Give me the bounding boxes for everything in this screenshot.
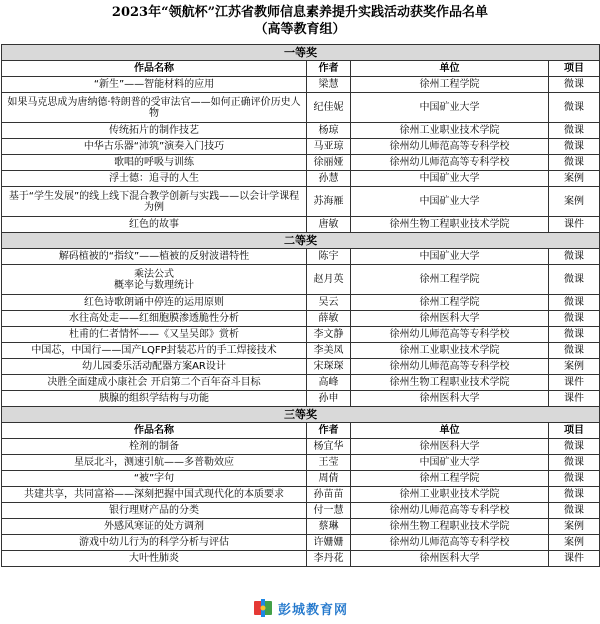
cell-title: 如果马克思成为唐纳德·特朗普的受审法官——如何正确评价历史人物 <box>2 93 307 123</box>
cell-unit: 徐州生物工程职业技术学院 <box>351 519 549 535</box>
cell-type: 微课 <box>549 139 600 155</box>
cell-type: 微课 <box>549 155 600 171</box>
cell-unit: 徐州工程学院 <box>351 295 549 311</box>
table-row <box>2 93 600 123</box>
cell-type: 课件 <box>549 375 600 391</box>
cell-author: 孙慧 <box>307 171 351 187</box>
cell-title: 游戏中幼儿行为的科学分析与评估 <box>2 535 307 551</box>
watermark-text: 彭城教育网 <box>278 602 349 618</box>
cell-type: 微课 <box>549 93 600 123</box>
cell-author: 付一慧 <box>307 503 351 519</box>
table-row <box>2 217 600 233</box>
cell-title: 中华古乐器“沛筑”演奏入门技巧 <box>2 139 307 155</box>
cell-type: 案例 <box>549 187 600 217</box>
header-type: 项目 <box>549 423 600 439</box>
cell-author: 徐丽娅 <box>307 155 351 171</box>
table-row <box>2 187 600 217</box>
cell-type: 案例 <box>549 535 600 551</box>
column-header-row <box>2 61 600 77</box>
table-row <box>2 471 600 487</box>
cell-type: 微课 <box>549 265 600 295</box>
cell-author: 周倩 <box>307 471 351 487</box>
cell-title: 幼儿园委乐活动配器方案AR设计 <box>2 359 307 375</box>
table-row <box>2 123 600 139</box>
cell-author: 王莹 <box>307 455 351 471</box>
cell-unit: 徐州幼儿师范高等专科学校 <box>351 139 549 155</box>
prize-level-row <box>2 233 600 249</box>
cell-author: 蔡琳 <box>307 519 351 535</box>
cell-type: 课件 <box>549 391 600 407</box>
cell-author: 吴云 <box>307 295 351 311</box>
cell-unit: 中国矿业大学 <box>351 455 549 471</box>
cell-unit: 徐州工业职业技术学院 <box>351 123 549 139</box>
cell-title: 栓剂的制备 <box>2 439 307 455</box>
cell-unit: 徐州工程学院 <box>351 265 549 295</box>
award-table <box>1 44 600 567</box>
cell-unit: 徐州医科大学 <box>351 551 549 567</box>
cell-type: 课件 <box>549 217 600 233</box>
cell-unit: 徐州医科大学 <box>351 311 549 327</box>
cell-type: 案例 <box>549 171 600 187</box>
header-author: 作者 <box>307 423 351 439</box>
prize-level-row <box>2 407 600 423</box>
header-unit: 单位 <box>351 61 549 77</box>
cell-author: 许姗姗 <box>307 535 351 551</box>
prize-level-row <box>2 45 600 61</box>
table-row <box>2 455 600 471</box>
cell-author: 宋琛琛 <box>307 359 351 375</box>
header-author: 作者 <box>307 61 351 77</box>
table-row <box>2 375 600 391</box>
cell-title: 解码植被的“指纹”——植被的反射波谱特性 <box>2 249 307 265</box>
cell-type: 课件 <box>549 551 600 567</box>
cell-type: 微课 <box>549 77 600 93</box>
table-row <box>2 343 600 359</box>
cell-unit: 徐州生物工程职业技术学院 <box>351 217 549 233</box>
table-row <box>2 265 600 295</box>
cell-unit: 徐州生物工程职业技术学院 <box>351 375 549 391</box>
table-row <box>2 327 600 343</box>
table-row <box>2 155 600 171</box>
cell-type: 微课 <box>549 503 600 519</box>
cell-author: 薛敏 <box>307 311 351 327</box>
prize-level: 三等奖 <box>2 407 600 423</box>
cell-unit: 中国矿业大学 <box>351 187 549 217</box>
cell-unit: 徐州幼儿师范高等专科学校 <box>351 327 549 343</box>
cell-unit: 徐州幼儿师范高等专科学校 <box>351 155 549 171</box>
cell-type: 微课 <box>549 295 600 311</box>
cell-author: 马亚琼 <box>307 139 351 155</box>
cell-title: 传统拓片的制作技艺 <box>2 123 307 139</box>
cell-title: 乘法公式 概率论与数理统计 <box>2 265 307 295</box>
table-row <box>2 295 600 311</box>
cell-title: 中国芯，中国行——国产LQFP封装芯片的手工焊接技术 <box>2 343 307 359</box>
header-title: 作品名称 <box>2 423 307 439</box>
title-line-1: 2023年“领航杯”江苏省教师信息素养提升实践活动获奖作品名单 <box>111 5 489 20</box>
cell-title: 浮士德：追寻的人生 <box>2 171 307 187</box>
cell-unit: 徐州幼儿师范高等专科学校 <box>351 503 549 519</box>
table-row <box>2 249 600 265</box>
table-row <box>2 171 600 187</box>
cell-title: 星辰北斗，测速引航——多普勒效应 <box>2 455 307 471</box>
cell-type: 微课 <box>549 343 600 359</box>
cell-type: 微课 <box>549 455 600 471</box>
cell-title: 歌唱的呼吸与训练 <box>2 155 307 171</box>
cell-unit: 徐州工业职业技术学院 <box>351 487 549 503</box>
cell-author: 杨宜华 <box>307 439 351 455</box>
cell-unit: 徐州医科大学 <box>351 439 549 455</box>
cell-title: 外感风寒证的处方调剂 <box>2 519 307 535</box>
cell-author: 陈宇 <box>307 249 351 265</box>
cell-type: 微课 <box>549 123 600 139</box>
cell-type: 微课 <box>549 471 600 487</box>
cell-title: 红色诗歌朗诵中停连的运用原则 <box>2 295 307 311</box>
cell-title: “新生”——智能材料的应用 <box>2 77 307 93</box>
cell-author: 高峰 <box>307 375 351 391</box>
cell-author: 李丹花 <box>307 551 351 567</box>
column-header-row <box>2 423 600 439</box>
header-title: 作品名称 <box>2 61 307 77</box>
table-row <box>2 391 600 407</box>
cell-author: 梁慧 <box>307 77 351 93</box>
table-row <box>2 439 600 455</box>
cell-unit: 徐州幼儿师范高等专科学校 <box>351 535 549 551</box>
cell-title: 银行理财产品的分类 <box>2 503 307 519</box>
cell-author: 苏海雁 <box>307 187 351 217</box>
table-row <box>2 359 600 375</box>
cell-author: 唐敏 <box>307 217 351 233</box>
title-line-2: （高等教育组） <box>254 22 346 37</box>
table-row <box>2 503 600 519</box>
cell-type: 案例 <box>549 519 600 535</box>
cell-unit: 徐州医科大学 <box>351 391 549 407</box>
cell-unit: 徐州工业职业技术学院 <box>351 343 549 359</box>
cell-author: 李美凤 <box>307 343 351 359</box>
table-row <box>2 487 600 503</box>
table-row <box>2 311 600 327</box>
table-row <box>2 551 600 567</box>
cell-title: 杜甫的仁者情怀——《又呈吴郎》赏析 <box>2 327 307 343</box>
cell-type: 案例 <box>549 359 600 375</box>
cell-type: 微课 <box>549 487 600 503</box>
cell-type: 微课 <box>549 439 600 455</box>
header-unit: 单位 <box>351 423 549 439</box>
cell-type: 微课 <box>549 249 600 265</box>
cell-title: 基于“学生发展”的线上线下混合教学创新与实践——以会计学课程为例 <box>2 187 307 217</box>
cell-author: 孙申 <box>307 391 351 407</box>
cell-author: 纪佳妮 <box>307 93 351 123</box>
cell-title: 红色的故事 <box>2 217 307 233</box>
watermark <box>252 597 348 619</box>
cell-unit: 中国矿业大学 <box>351 249 549 265</box>
cell-author: 杨琼 <box>307 123 351 139</box>
cell-title: “被”字句 <box>2 471 307 487</box>
cell-unit: 中国矿业大学 <box>351 171 549 187</box>
table-row <box>2 519 600 535</box>
cell-unit: 中国矿业大学 <box>351 93 549 123</box>
cell-author: 孙苗苗 <box>307 487 351 503</box>
watermark-logo-icon <box>252 597 274 619</box>
prize-level: 二等奖 <box>2 233 600 249</box>
cell-author: 李文静 <box>307 327 351 343</box>
award-table-body <box>2 45 600 567</box>
document-title <box>0 0 600 44</box>
cell-type: 微课 <box>549 327 600 343</box>
cell-unit: 徐州幼儿师范高等专科学校 <box>351 359 549 375</box>
cell-title: 决胜全面建成小康社会 开启第二个百年奋斗目标 <box>2 375 307 391</box>
cell-unit: 徐州工程学院 <box>351 77 549 93</box>
cell-title: 胰腺的组织学结构与功能 <box>2 391 307 407</box>
cell-author: 赵月英 <box>307 265 351 295</box>
cell-title: 共建共享，共同富裕——深刻把握中国式现代化的本质要求 <box>2 487 307 503</box>
cell-title: 水往高处走——红细胞膜渗透脆性分析 <box>2 311 307 327</box>
table-row <box>2 139 600 155</box>
cell-type: 微课 <box>549 311 600 327</box>
cell-title: 大叶性肺炎 <box>2 551 307 567</box>
table-row <box>2 77 600 93</box>
header-type: 项目 <box>549 61 600 77</box>
table-row <box>2 535 600 551</box>
prize-level: 一等奖 <box>2 45 600 61</box>
cell-unit: 徐州工程学院 <box>351 471 549 487</box>
